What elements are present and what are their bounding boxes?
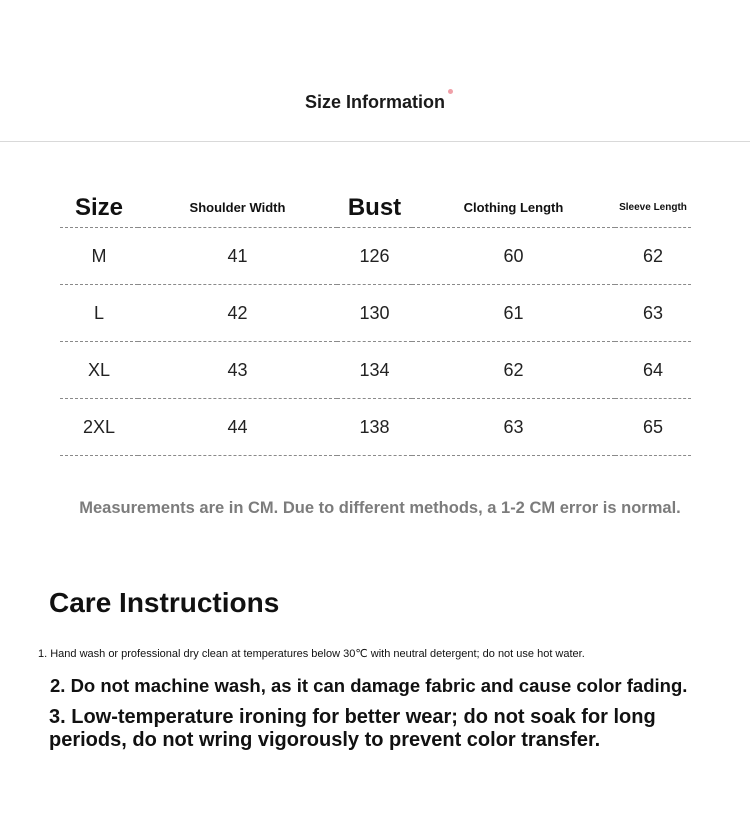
care-instruction-2: 2. Do not machine wash, as it can damage fabric and cause color fading. <box>50 675 688 696</box>
care-instruction-3: 3. Low-temperature ironing for better wear; do not soak for long periods, do not wring vigorously to prevent color transfer. <box>49 706 656 751</box>
table-cell: 134 <box>337 342 412 399</box>
table-row <box>60 228 691 285</box>
table-cell: 65 <box>615 399 691 456</box>
table-cell: 43 <box>138 342 337 399</box>
table-cell: 63 <box>412 399 615 456</box>
table-cell: 126 <box>337 228 412 285</box>
column-header-sleeve-length: Sleeve Length <box>615 188 691 228</box>
table-cell: L <box>60 285 138 342</box>
table-cell: M <box>60 228 138 285</box>
table-cell: 2XL <box>60 399 138 456</box>
table-cell: 41 <box>138 228 337 285</box>
size-table <box>60 188 691 456</box>
table-row <box>60 399 691 456</box>
measurement-note: Measurements are in CM. Due to different methods, a 1-2 CM error is normal. <box>79 499 681 517</box>
table-row <box>60 342 691 399</box>
column-header-size: Size <box>60 188 138 228</box>
header-divider <box>0 141 750 142</box>
table-cell: 138 <box>337 399 412 456</box>
table-cell: 64 <box>615 342 691 399</box>
table-cell: 42 <box>138 285 337 342</box>
table-row <box>60 285 691 342</box>
table-cell: 62 <box>615 228 691 285</box>
decorative-dot <box>448 89 453 94</box>
page-title: Size Information <box>304 92 445 112</box>
table-cell: 62 <box>412 342 615 399</box>
table-cell: 44 <box>138 399 337 456</box>
table-cell: 63 <box>615 285 691 342</box>
care-instruction-1: 1. Hand wash or professional dry clean at temperatures below 30℃ with neutral detergent; do not use hot water. <box>38 648 585 660</box>
table-cell: 61 <box>412 285 615 342</box>
size-table-header <box>60 188 691 228</box>
table-cell: 130 <box>337 285 412 342</box>
column-header-bust: Bust <box>337 188 412 228</box>
table-cell: XL <box>60 342 138 399</box>
column-header-clothing-length: Clothing Length <box>412 188 615 228</box>
care-instructions-title: Care Instructions <box>49 587 280 618</box>
column-header-shoulder-width: Shoulder Width <box>138 188 337 228</box>
table-cell: 60 <box>412 228 615 285</box>
